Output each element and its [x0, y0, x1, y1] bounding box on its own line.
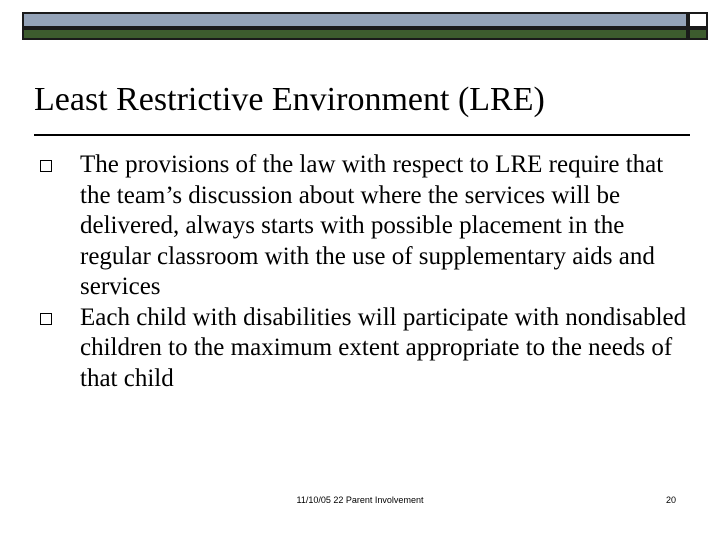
bullet-text: Each child with disabilities will participate with nondisabled children to the maximum extent appropriate to the needs of that child — [80, 303, 687, 392]
bullet-item — [40, 303, 690, 395]
header-bar-top — [22, 12, 688, 28]
hollow-square-bullet-icon — [40, 160, 52, 172]
slide-title: Least Restrictive Environment (LRE) — [34, 81, 545, 118]
page-number: 20 — [665, 495, 676, 505]
hollow-square-bullet-icon — [40, 313, 52, 325]
title-divider — [34, 134, 690, 136]
bullet-list — [40, 150, 690, 394]
header-bar-bottom-end — [688, 28, 708, 40]
header-bar-top-end — [688, 12, 708, 28]
header-bar-bottom — [22, 28, 688, 40]
footer-text: 11/10/05 22 Parent Involvement — [296, 495, 424, 505]
bullet-item — [40, 150, 690, 303]
bullet-text: The provisions of the law with respect to LRE require that the team’s discussion about where the services will be delivered, always starts with possible placement in the regular classroom with the use of supplementary aids and services — [80, 151, 664, 300]
